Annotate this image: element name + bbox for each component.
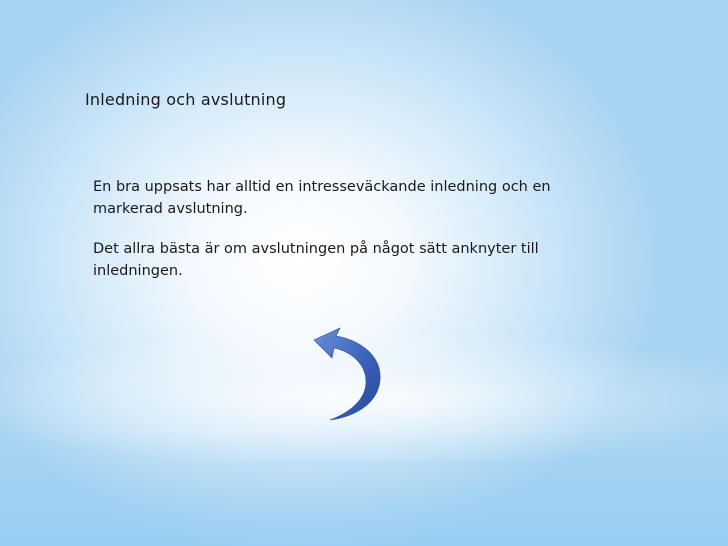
background-bottom-glow xyxy=(0,430,728,546)
paragraph-conclusion: Det allra bästa är om avslutningen på något sätt anknyter till inledningen. xyxy=(93,241,539,279)
slide-title: Inledning och avslutning xyxy=(85,90,287,109)
curved-return-arrow-icon xyxy=(300,318,400,428)
paragraph-intro: En bra uppsats har alltid en intresseväckande inledning och en markerad avslutning. xyxy=(93,179,551,217)
slide-body xyxy=(93,176,593,300)
